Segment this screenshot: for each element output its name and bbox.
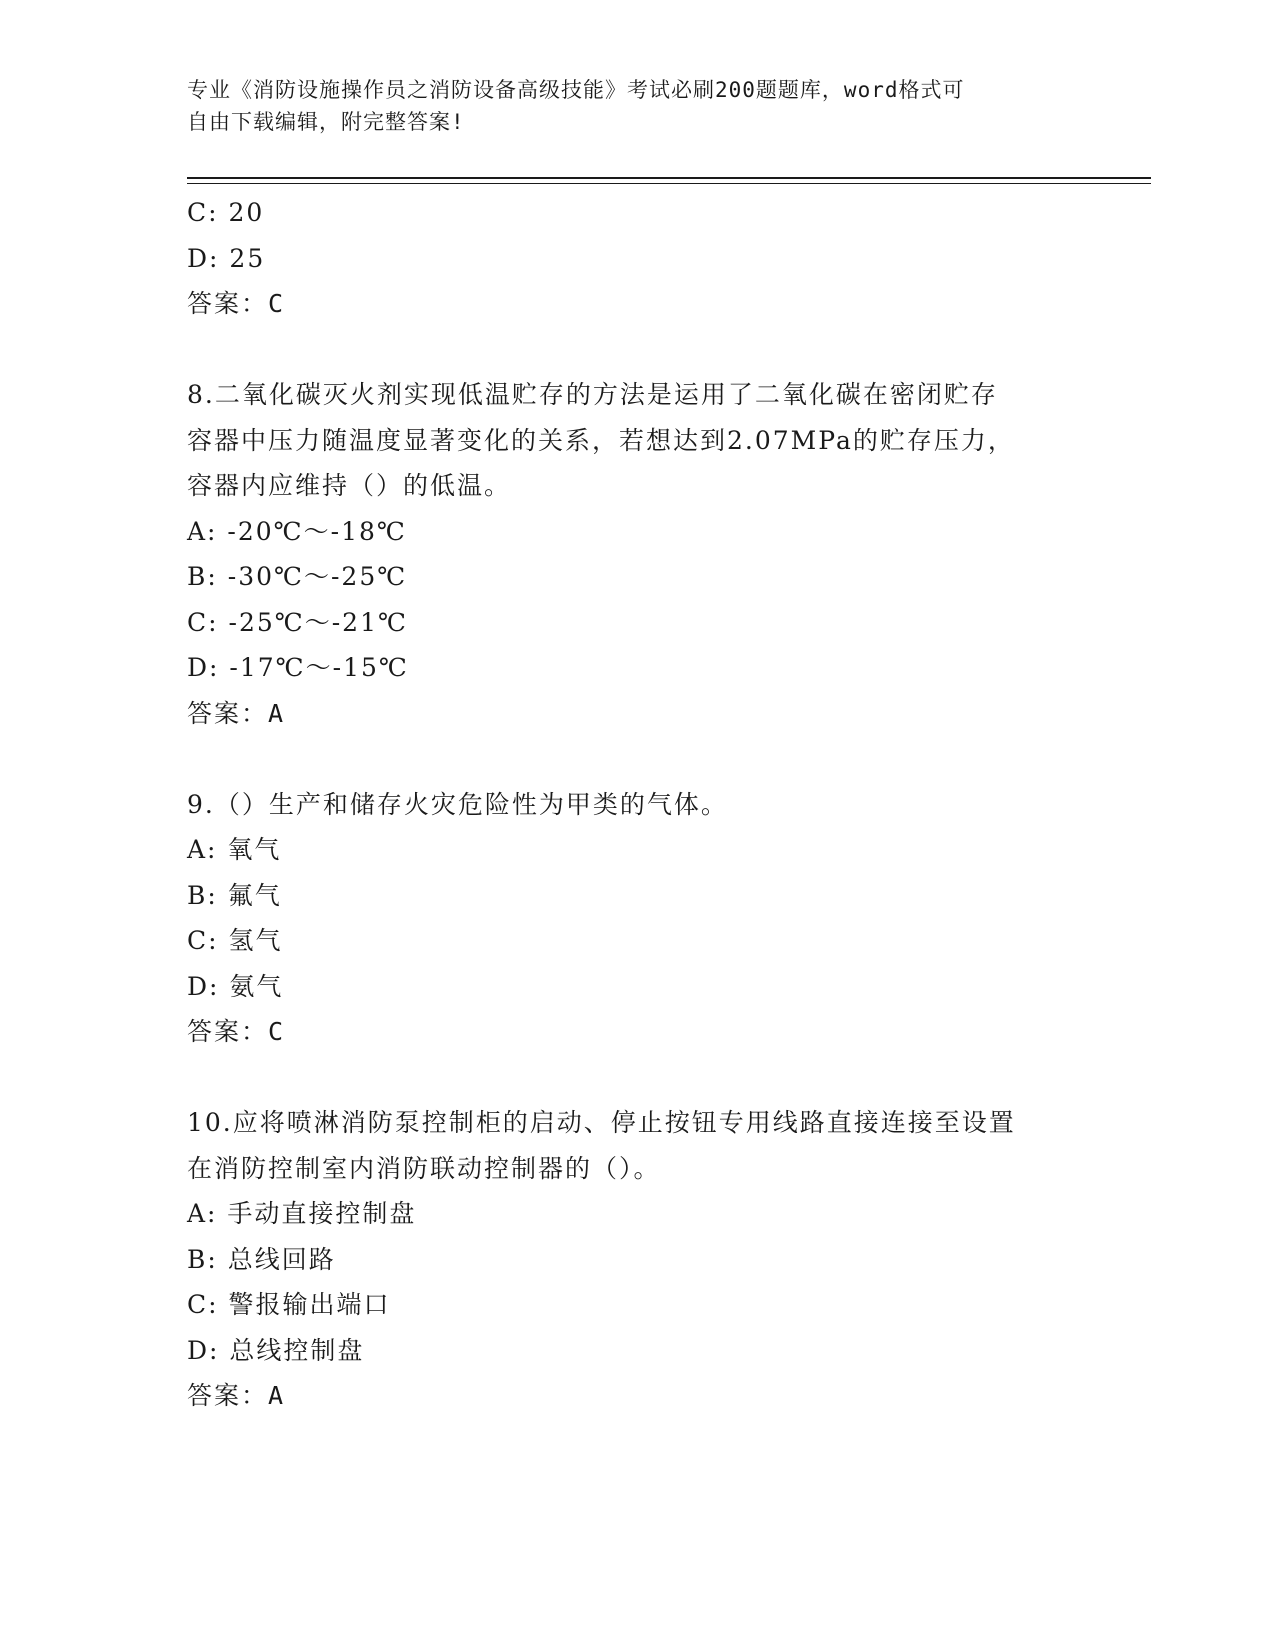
- option-d: D: -17℃～-15℃: [187, 653, 409, 682]
- spacer: [187, 1055, 1087, 1101]
- answer-label: 答案：C: [187, 1017, 286, 1046]
- question-stem-line: 在消防控制室内消防联动控制器的（）。: [187, 1153, 661, 1183]
- option-d: D: 总线控制盘: [187, 1335, 365, 1365]
- option-c: C: -25℃～-21℃: [187, 607, 408, 637]
- question-block-10: [187, 1100, 1087, 1419]
- option-a: A: 氧气: [187, 835, 282, 864]
- answer-label: 答案：A: [187, 698, 286, 728]
- spacer: [187, 327, 1087, 373]
- question-block-7: [187, 190, 1087, 327]
- answer-label: 答案：C: [187, 289, 286, 318]
- question-list: [187, 190, 1087, 1419]
- option-d: D: 25: [187, 243, 266, 273]
- option-c: C: 氢气: [187, 926, 283, 955]
- question-stem-line: 容器中压力随温度显著变化的关系，若想达到2.07MPa的贮存压力，: [187, 425, 1015, 455]
- spacer: [187, 736, 1087, 782]
- question-stem-line: 10.应将喷淋消防泵控制柜的启动、停止按钮专用线路直接连接至设置: [187, 1108, 1016, 1137]
- option-d: D: 氨气: [187, 971, 284, 1001]
- question-block-8: [187, 372, 1087, 736]
- header-line-2: 自由下载编辑，附完整答案!: [187, 110, 465, 134]
- option-a: A: 手动直接控制盘: [187, 1199, 417, 1228]
- header-line-1: 专业《消防设施操作员之消防设备高级技能》考试必刷200题题库，word格式可: [187, 78, 965, 102]
- question-stem-line: 容器内应维持（）的低温。: [187, 471, 512, 500]
- option-c: C: 20: [187, 198, 265, 227]
- option-c: C: 警报输出端口: [187, 1290, 391, 1319]
- page-header: [187, 74, 1087, 138]
- header-divider-thin: [187, 183, 1151, 184]
- header-divider-thick: [187, 177, 1151, 179]
- option-b: B: 总线回路: [187, 1244, 336, 1274]
- question-stem-line: 8.二氧化碳灭火剂实现低温贮存的方法是运用了二氧化碳在密闭贮存: [187, 380, 998, 409]
- question-block-9: [187, 782, 1087, 1055]
- option-b: B: 氟气: [187, 880, 282, 910]
- option-a: A: -20℃～-18℃: [187, 516, 407, 546]
- option-b: B: -30℃～-25℃: [187, 562, 408, 591]
- question-stem-line: 9.（）生产和储存火灾危险性为甲类的气体。: [187, 789, 728, 819]
- answer-label: 答案：A: [187, 1381, 286, 1410]
